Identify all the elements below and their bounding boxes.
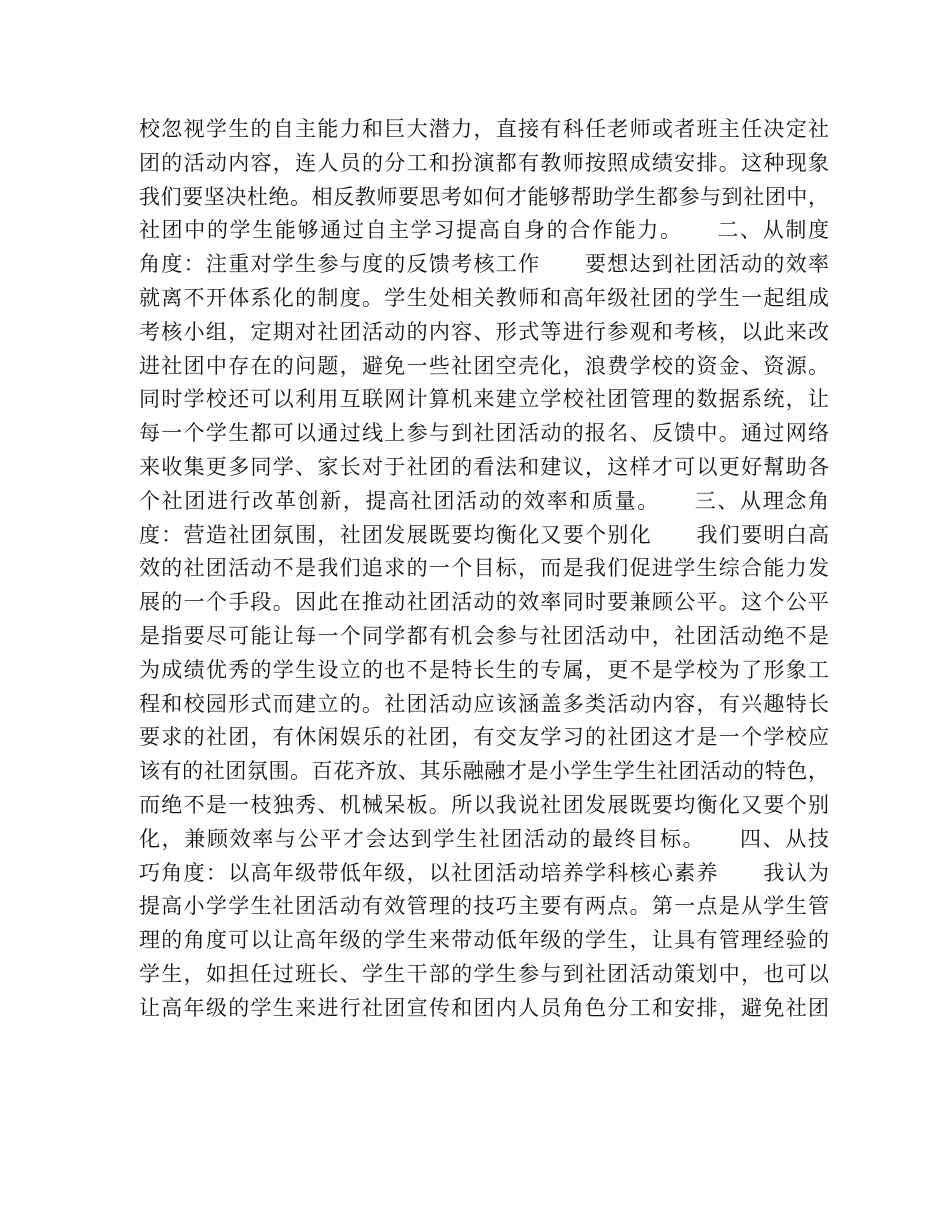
body-text [139,113,829,1026]
text-line: 来收集更多同学、家长对于社团的看法和建议，这样才可以更好幫助各 [139,454,829,479]
text-line: 进社团中存在的问题，避免一些社团空壳化，浪费学校的资金、资源。 [139,353,829,378]
text-line: 同时学校还可以利用互联网计算机来建立学校社团管理的数据系统，让 [139,387,829,412]
text-line: 效的社团活动不是我们追求的一个目标，而是我们促进学生综合能力发 [139,556,829,581]
text-line: 而绝不是一枝独秀、机械呆板。所以我说社团发展既要均衡化又要个别 [139,792,829,817]
text-line: 度：营造社团氛围，社团发展既要均衡化又要个别化 我们要明白高 [139,522,829,547]
text-line: 该有的社团氛围。百花齐放、其乐融融才是小学生学生社团活动的特色， [139,759,829,784]
text-line: 是指要尽可能让每一个同学都有机会参与社团活动中，社团活动绝不是 [139,623,829,648]
text-line: 就离不开体系化的制度。学生处相关教师和高年级社团的学生一起组成 [139,285,829,310]
text-line: 展的一个手段。因此在推动社团活动的效率同时要兼顾公平。这个公平 [139,590,829,615]
text-line: 每一个学生都可以通过线上参与到社团活动的报名、反馈中。通过网络 [139,421,829,446]
text-line: 社团中的学生能够通过自主学习提高自身的合作能力。 二、从制度 [139,218,829,243]
text-line: 程和校园形式而建立的。社团活动应该涵盖多类活动内容，有兴趣特长 [139,691,829,716]
text-line: 理的角度可以让高年级的学生来带动低年级的学生，让具有管理经验的 [139,928,829,953]
text-line: 考核小组，定期对社团活动的内容、形式等进行参观和考核，以此来改 [139,319,829,344]
text-line: 角度：注重对学生参与度的反馈考核工作 要想达到社团活动的效率 [139,252,829,277]
text-line: 我们要坚决杜绝。相反教师要思考如何才能够帮助学生都参与到社团中， [139,184,829,209]
text-line: 化，兼顾效率与公平才会达到学生社团活动的最终目标。 四、从技 [139,826,829,851]
text-line: 提高小学学生社团活动有效管理的技巧主要有两点。第一点是从学生管 [139,894,829,919]
text-line: 校忽视学生的自主能力和巨大潜力，直接有科任老师或者班主任决定社 [139,117,829,141]
text-line: 为成绩优秀的学生设立的也不是特长生的专属，更不是学校为了形象工 [139,657,829,682]
text-line: 个社团进行改革创新，提高社团活动的效率和质量。 三、从理念角 [139,488,829,513]
text-line: 巧角度：以高年级带低年级，以社团活动培养学科核心素养 我认为 [139,860,829,885]
text-line: 要求的社团，有休闲娱乐的社团，有交友学习的社团这才是一个学校应 [139,725,829,750]
text-line: 团的活动内容，连人员的分工和扮演都有教师按照成绩安排。这种现象 [139,150,829,175]
text-line: 学生，如担任过班长、学生干部的学生参与到社团活动策划中，也可以 [139,961,829,986]
text-line: 让高年级的学生来进行社团宣传和团内人员角色分工和安排，避免社团 [139,995,829,1020]
